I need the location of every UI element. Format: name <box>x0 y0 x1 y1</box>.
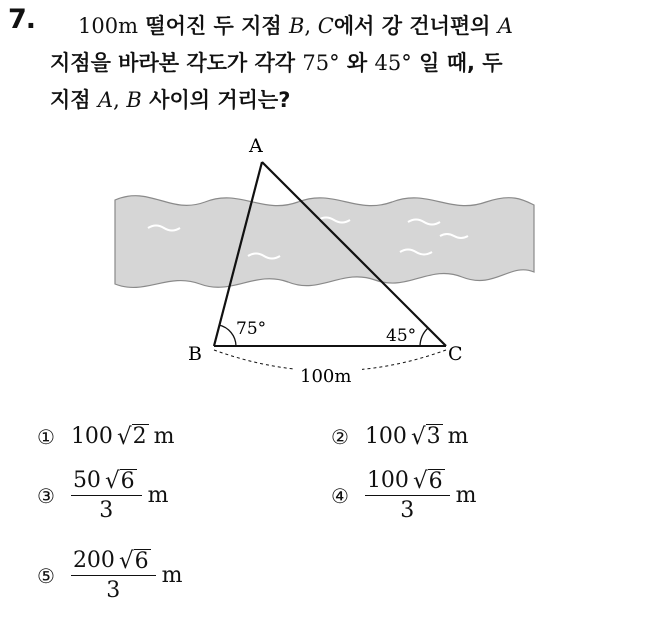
distance-label: 100m <box>300 366 352 387</box>
choice-coef: 100 <box>70 424 113 449</box>
denominator: 3 <box>106 578 121 603</box>
vertex-b-label: B <box>188 343 202 365</box>
sqrt: √ 6 <box>412 468 443 494</box>
choice-marker: ③ <box>37 483 55 508</box>
choice-unit: m <box>147 483 169 508</box>
question-number: 7. <box>8 4 36 35</box>
point-b-label: B <box>288 14 305 38</box>
choice-coef: 100 <box>364 424 407 449</box>
angle-arc-c <box>420 328 428 346</box>
sqrt: √ 6 <box>118 548 149 574</box>
radicand: 3 <box>426 424 441 450</box>
point-c-label: C <box>317 14 334 38</box>
choice-unit: m <box>455 483 477 508</box>
comma: , <box>113 88 127 112</box>
river <box>115 196 534 288</box>
numerator <box>71 548 156 575</box>
question-text: 지점을 바라본 각도가 각각 <box>50 51 303 75</box>
choice-marker: ④ <box>331 483 349 508</box>
numerator <box>365 468 450 495</box>
point-b-label: B <box>126 88 142 112</box>
choice-unit: m <box>447 424 469 449</box>
choice-coef: 100 <box>366 468 409 493</box>
choice-coef: 200 <box>72 548 115 573</box>
angle-b-label: 75° <box>236 319 267 339</box>
choice-2[interactable] <box>331 424 468 449</box>
question-text: 떨어진 두 지점 <box>138 14 289 38</box>
denominator: 3 <box>99 498 114 523</box>
point-a-label: A <box>497 14 513 38</box>
question-text: 사이의 거리는? <box>141 88 291 112</box>
question-text: 일 때, 두 <box>411 51 503 75</box>
angle-1-value: 75° <box>302 51 340 75</box>
distance-value: 100m <box>78 14 138 38</box>
radicand: 6 <box>120 468 135 494</box>
fraction <box>71 468 142 523</box>
angle-arc-b <box>219 325 236 346</box>
fraction <box>365 468 450 523</box>
choice-5[interactable] <box>37 548 182 603</box>
choice-unit: m <box>153 424 175 449</box>
choice-3[interactable] <box>37 468 168 523</box>
sqrt: √ 2 <box>116 423 147 450</box>
point-a-label: A <box>97 88 114 112</box>
question-text: 와 <box>339 51 375 75</box>
question-text: 지점 <box>50 88 98 112</box>
choice-4[interactable] <box>331 468 476 523</box>
choice-marker: ② <box>331 424 349 449</box>
fraction <box>71 548 156 603</box>
vertex-c-label: C <box>448 343 463 365</box>
choice-marker: ⑤ <box>37 563 55 588</box>
sqrt: √ 3 <box>410 423 441 450</box>
radicand: 6 <box>428 468 443 494</box>
comma: , <box>304 14 318 38</box>
angle-c-label: 45° <box>386 326 417 346</box>
choice-unit: m <box>161 563 183 588</box>
vertex-a-label: A <box>249 135 263 157</box>
question-text: 에서 강 건너편의 <box>333 14 498 38</box>
sqrt: √ 6 <box>104 468 135 494</box>
denominator: 3 <box>400 498 415 523</box>
choice-1[interactable] <box>37 424 174 449</box>
radicand: 2 <box>132 424 147 450</box>
choice-coef: 50 <box>72 468 101 493</box>
radicand: 6 <box>134 548 149 574</box>
numerator <box>71 468 142 495</box>
angle-2-value: 45° <box>374 51 412 75</box>
choice-marker: ① <box>37 424 55 449</box>
